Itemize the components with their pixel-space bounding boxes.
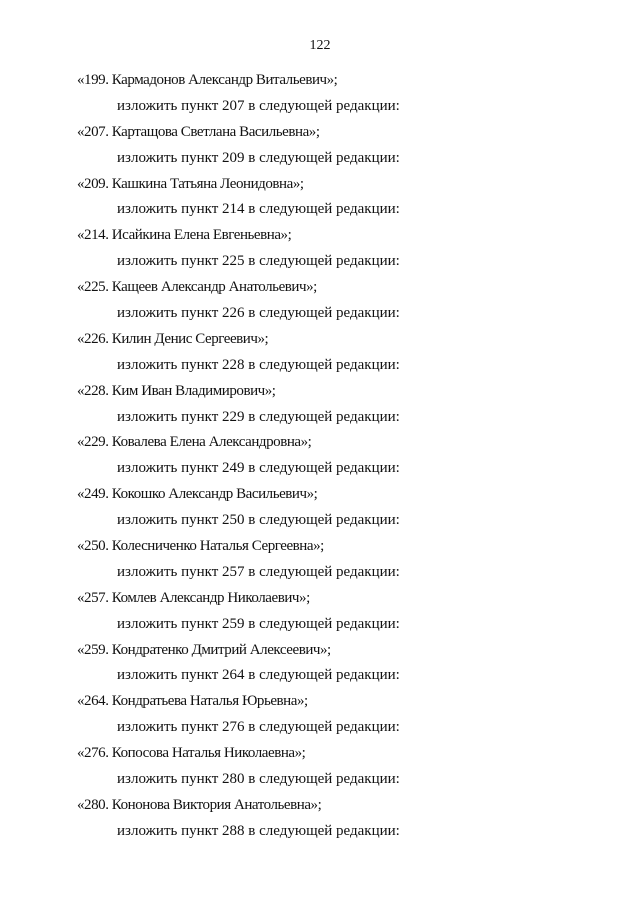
amendment-instruction: изложить пункт 249 в следующей редакции:: [117, 460, 400, 477]
amendment-list: [0, 68, 640, 845]
amendment-instruction: изложить пункт 264 в следующей редакции:: [117, 667, 400, 684]
amendment-entry: «257. Комлев Александр Николаевич»;: [77, 589, 310, 606]
amendment-instruction: изложить пункт 207 в следующей редакции:: [117, 97, 400, 114]
amendment-instruction: изложить пункт 259 в следующей редакции:: [117, 615, 400, 632]
amendment-entry: «264. Кондратьева Наталья Юрьевна»;: [77, 693, 308, 710]
amendment-entry: «214. Исайкина Елена Евгеньевна»;: [77, 227, 292, 244]
amendment-entry: «229. Ковалева Елена Александровна»;: [77, 434, 312, 451]
amendment-entry: «207. Картащова Светлана Васильевна»;: [77, 123, 320, 140]
amendment-instruction: изложить пункт 250 в следующей редакции:: [117, 512, 400, 529]
amendment-entry: «228. Ким Иван Владимирович»;: [77, 382, 276, 399]
page-number: 122: [309, 38, 331, 53]
amendment-instruction: изложить пункт 276 в следующей редакции:: [117, 719, 400, 736]
amendment-entry: «259. Кондратенко Дмитрий Алексеевич»;: [77, 641, 331, 658]
amendment-entry: «225. Кащеев Александр Анатольевич»;: [77, 279, 317, 296]
amendment-entry: «226. Килин Денис Сергеевич»;: [77, 330, 269, 347]
amendment-instruction: изложить пункт 209 в следующей редакции:: [117, 149, 400, 166]
amendment-instruction: изложить пункт 257 в следующей редакции:: [117, 563, 400, 580]
amendment-entry: «199. Кармадонов Александр Витальевич»;: [77, 72, 338, 88]
amendment-instruction: изложить пункт 225 в следующей редакции:: [117, 253, 400, 270]
amendment-entry: «249. Кокошко Александр Васильевич»;: [77, 486, 318, 503]
amendment-instruction: изложить пункт 288 в следующей редакции:: [117, 822, 400, 839]
amendment-entry: «276. Копосова Наталья Николаевна»;: [77, 745, 306, 762]
amendment-instruction: изложить пункт 226 в следующей редакции:: [117, 305, 400, 322]
amendment-instruction: изложить пункт 228 в следующей редакции:: [117, 356, 400, 373]
amendment-instruction: изложить пункт 229 в следующей редакции:: [117, 408, 400, 425]
amendment-entry: «280. Кононова Виктория Анатольевна»;: [77, 796, 322, 813]
amendment-instruction: изложить пункт 214 в следующей редакции:: [117, 201, 400, 218]
amendment-entry: «209. Кашкина Татьяна Леонидовна»;: [77, 175, 304, 192]
amendment-entry: «250. Колесниченко Наталья Сергеевна»;: [77, 538, 324, 555]
amendment-instruction: изложить пункт 280 в следующей редакции:: [117, 771, 400, 788]
